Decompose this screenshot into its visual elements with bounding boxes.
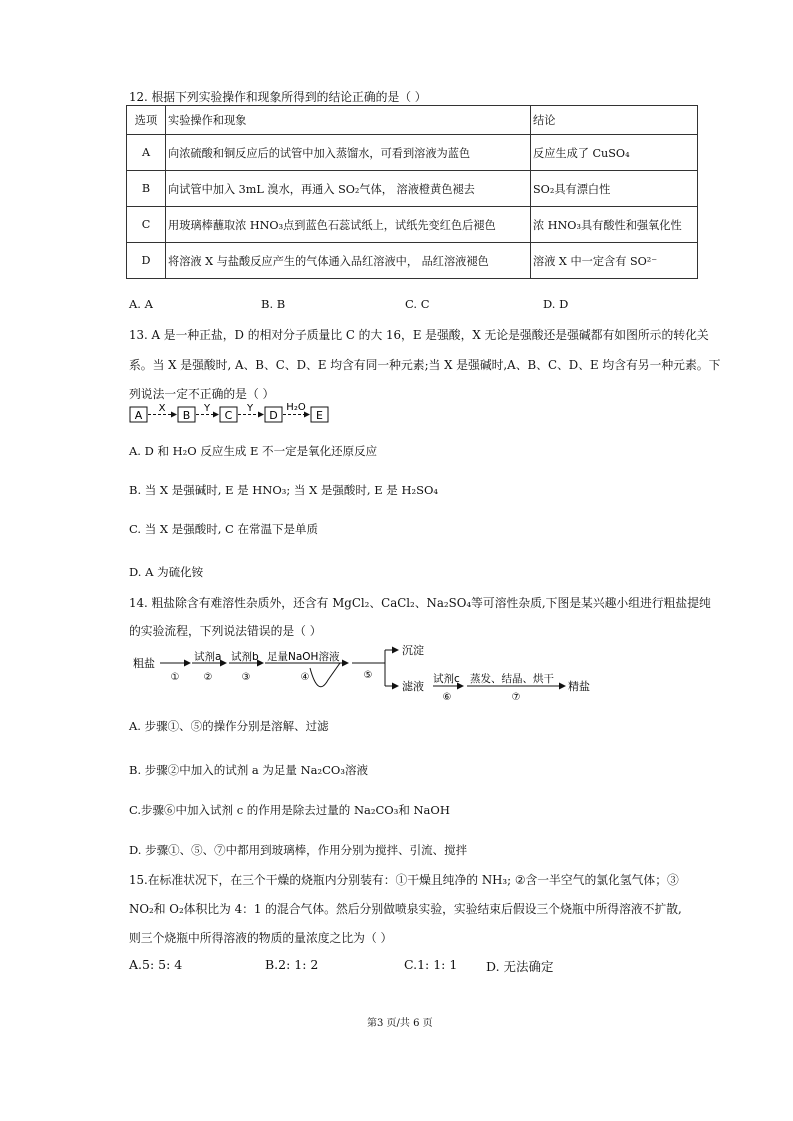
q15-stem-line3: 则三个烧瓶中所得溶液的物质的量浓度之比为（ ） (129, 931, 393, 945)
svg-text:⑤: ⑤ (363, 670, 373, 681)
table-row (127, 243, 698, 279)
node-e (311, 407, 328, 422)
flow-reagent-a: 试剂a (194, 651, 222, 663)
svg-text:④: ④ (300, 672, 310, 683)
q13-conversion-diagram (128, 402, 348, 428)
q13-option-c[interactable]: C. 当 X 是强酸时, C 在常温下是单质 (129, 522, 318, 536)
q15-stem-line2: NO₂和 O₂体积比为 4：1 的混合气体。然后分别做喷泉实验，实验结束后假设三个烧瓶中所得溶液不扩散, (129, 902, 682, 916)
q12-option-c[interactable]: C. C (405, 297, 430, 311)
svg-text:D: D (269, 409, 278, 422)
svg-text:③: ③ (241, 672, 251, 683)
cell-conclusion: 溶液 X 中一定含有 SO²⁻ (531, 243, 698, 279)
svg-text:Y: Y (203, 403, 211, 414)
flow-precipitate: 沉淀 (402, 644, 424, 657)
q13-stem-line1: 13. A 是一种正盐，D 的相对分子质量比 C 的大 16，E 是强酸，X 无论是强酸还是强碱都有如图所示的转化关 (129, 328, 709, 342)
node-d (265, 407, 282, 422)
q14-stem-line1: 14. 粗盐除含有难溶性杂质外，还含有 MgCl₂、CaCl₂、Na₂SO₄等可溶性杂质,下图是某兴趣小组进行粗盐提纯 (129, 596, 711, 610)
q15-option-b[interactable]: B.2: 1: 2 (265, 957, 319, 972)
page-footer: 第3 页/共 6 页 (367, 1018, 433, 1029)
flow-evaporate: 蒸发、结晶、烘干 (470, 673, 554, 685)
arrow-y2 (238, 403, 263, 415)
cell-operation: 用玻璃棒蘸取浓 HNO₃点到蓝色石蕊试纸上，试纸先变红色后褪色 (166, 207, 531, 243)
header-operation: 实验操作和现象 (166, 106, 531, 135)
q14-option-a[interactable]: A. 步骤①、⑤的操作分别是溶解、过滤 (129, 719, 329, 733)
q15-option-d[interactable]: D. 无法确定 (486, 959, 554, 974)
q14-option-b[interactable]: B. 步骤②中加入的试剂 a 为足量 Na₂CO₃溶液 (129, 763, 368, 777)
node-a (130, 407, 147, 422)
cell-operation: 向浓硫酸和铜反应后的试管中加入蒸馏水，可看到溶液为蓝色 (166, 135, 531, 171)
q14-option-d[interactable]: D. 步骤①、⑤、⑦中都用到玻璃棒，作用分别为搅拌、引流、搅拌 (129, 843, 468, 857)
cell-option: C (127, 207, 166, 243)
q12-stem: 12. 根据下列实验操作和现象所得到的结论正确的是（ ） (129, 90, 427, 104)
table-row (127, 135, 698, 171)
q12-table (126, 105, 698, 279)
svg-text:Y: Y (246, 403, 254, 414)
cell-operation: 向试管中加入 3mL 溴水，再通入 SO₂气体， 溶液橙黄色褪去 (166, 171, 531, 207)
cell-conclusion: 浓 HNO₃具有酸性和强氧化性 (531, 207, 698, 243)
table-row (127, 207, 698, 243)
svg-text:②: ② (203, 672, 213, 683)
q15-option-c[interactable]: C.1: 1: 1 (404, 957, 458, 972)
node-b (178, 407, 195, 422)
cell-option: D (127, 243, 166, 279)
flow-product: 精盐 (568, 680, 590, 693)
svg-text:⑦: ⑦ (511, 692, 521, 703)
cell-option: B (127, 171, 166, 207)
arrow-y1 (196, 403, 218, 415)
q14-option-c[interactable]: C.步骤⑥中加入试剂 c 的作用是除去过量的 Na₂CO₃和 NaOH (129, 803, 450, 817)
q13-option-a[interactable]: A. D 和 H₂O 反应生成 E 不一定是氧化还原反应 (129, 444, 378, 458)
flow-filtrate: 滤液 (402, 680, 424, 693)
q13-option-b[interactable]: B. 当 X 是强碱时, E 是 HNO₃; 当 X 是强酸时, E 是 H₂SO₄ (129, 483, 439, 497)
svg-text:A: A (134, 409, 143, 422)
cell-conclusion: 反应生成了 CuSO₄ (531, 135, 698, 171)
svg-text:C: C (224, 409, 233, 422)
table-header-row (127, 106, 698, 135)
cell-option: A (127, 135, 166, 171)
cell-operation: 将溶液 X 与盐酸反应产生的气体通入品红溶液中， 品红溶液褪色 (166, 243, 531, 279)
flow-reagent-c: 试剂c (433, 673, 460, 685)
flow-reagent-b: 试剂b (231, 651, 259, 663)
q12-option-d[interactable]: D. D (543, 297, 569, 311)
flow-naoh: 足量NaOH溶液 (267, 651, 340, 663)
svg-text:E: E (316, 409, 323, 422)
svg-text:⑥: ⑥ (442, 692, 452, 703)
svg-text:B: B (182, 409, 191, 422)
table-row (127, 171, 698, 207)
q12-option-b[interactable]: B. B (261, 297, 286, 311)
q12-option-a[interactable]: A. A (129, 297, 153, 311)
q13-stem-line2: 系。当 X 是强酸时, A、B、C、D、E 均含有同一种元素;当 X 是强碱时,A、B、C、D、E 均含有另一种元素。下 (129, 358, 721, 372)
svg-text:H₂O: H₂O (286, 402, 306, 413)
q13-stem-line3: 列说法一定不正确的是（ ） (129, 387, 275, 401)
q14-flow-diagram (130, 640, 600, 703)
svg-text:X: X (158, 403, 166, 414)
arrow-h2o (283, 402, 309, 415)
svg-text:①: ① (170, 672, 180, 683)
q14-stem-line2: 的实验流程，下列说法错误的是（ ） (129, 624, 322, 638)
cell-conclusion: SO₂具有漂白性 (531, 171, 698, 207)
header-conclusion: 结论 (531, 106, 698, 135)
q15-stem-line1: 15.在标准状况下，在三个干燥的烧瓶内分别装有：①干燥且纯净的 NH₃; ②含一半空气的氯化氢气体；③ (129, 873, 679, 887)
q13-option-d[interactable]: D. A 为硫化铵 (129, 565, 204, 579)
flow-start: 粗盐 (133, 657, 155, 670)
node-c (220, 407, 237, 422)
header-option: 选项 (127, 106, 166, 135)
q15-option-a[interactable]: A.5: 5: 4 (129, 957, 183, 972)
arrow-x (148, 403, 176, 415)
